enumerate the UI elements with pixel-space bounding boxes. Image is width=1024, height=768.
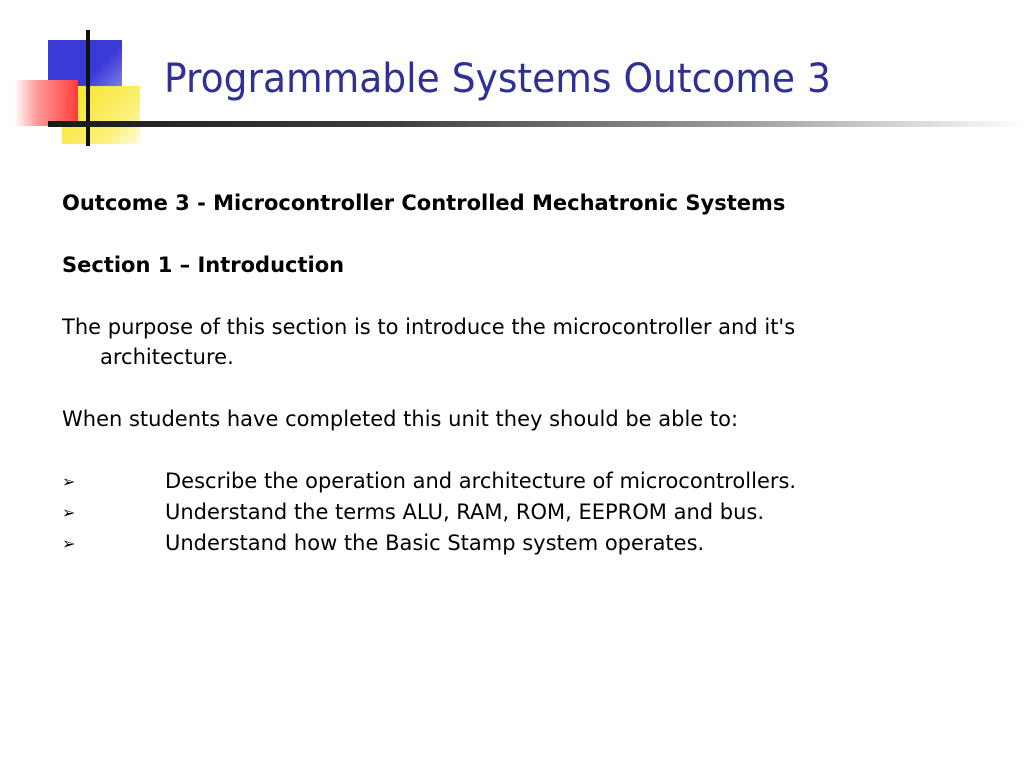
list-item-text: Understand how the Basic Stamp system operates. xyxy=(165,531,705,555)
slide-title: Programmable Systems Outcome 3 xyxy=(164,56,831,102)
list-item xyxy=(62,497,764,528)
intro-text: When students have completed this unit they should be able to: xyxy=(62,407,739,431)
decorative-squares-logo xyxy=(0,0,160,160)
header-rule xyxy=(48,121,1024,127)
red-square xyxy=(14,80,78,126)
logo-vertical-line xyxy=(86,30,90,146)
arrow-bullet-icon: ➢ xyxy=(62,472,76,491)
list-item xyxy=(62,466,796,497)
section-heading: Section 1 – Introduction xyxy=(62,253,345,277)
purpose-line-2: architecture. xyxy=(100,345,234,369)
list-item-text: Understand the terms ALU, RAM, ROM, EEPROM and bus. xyxy=(165,500,765,524)
list-item-text: Describe the operation and architecture of microcontrollers. xyxy=(165,469,797,493)
purpose-line-1: The purpose of this section is to introduce the microcontroller and it's xyxy=(62,315,796,339)
arrow-bullet-icon: ➢ xyxy=(62,503,76,522)
outcome-heading: Outcome 3 - Microcontroller Controlled Mechatronic Systems xyxy=(62,191,786,215)
arrow-bullet-icon: ➢ xyxy=(62,534,76,553)
list-item xyxy=(62,528,704,559)
